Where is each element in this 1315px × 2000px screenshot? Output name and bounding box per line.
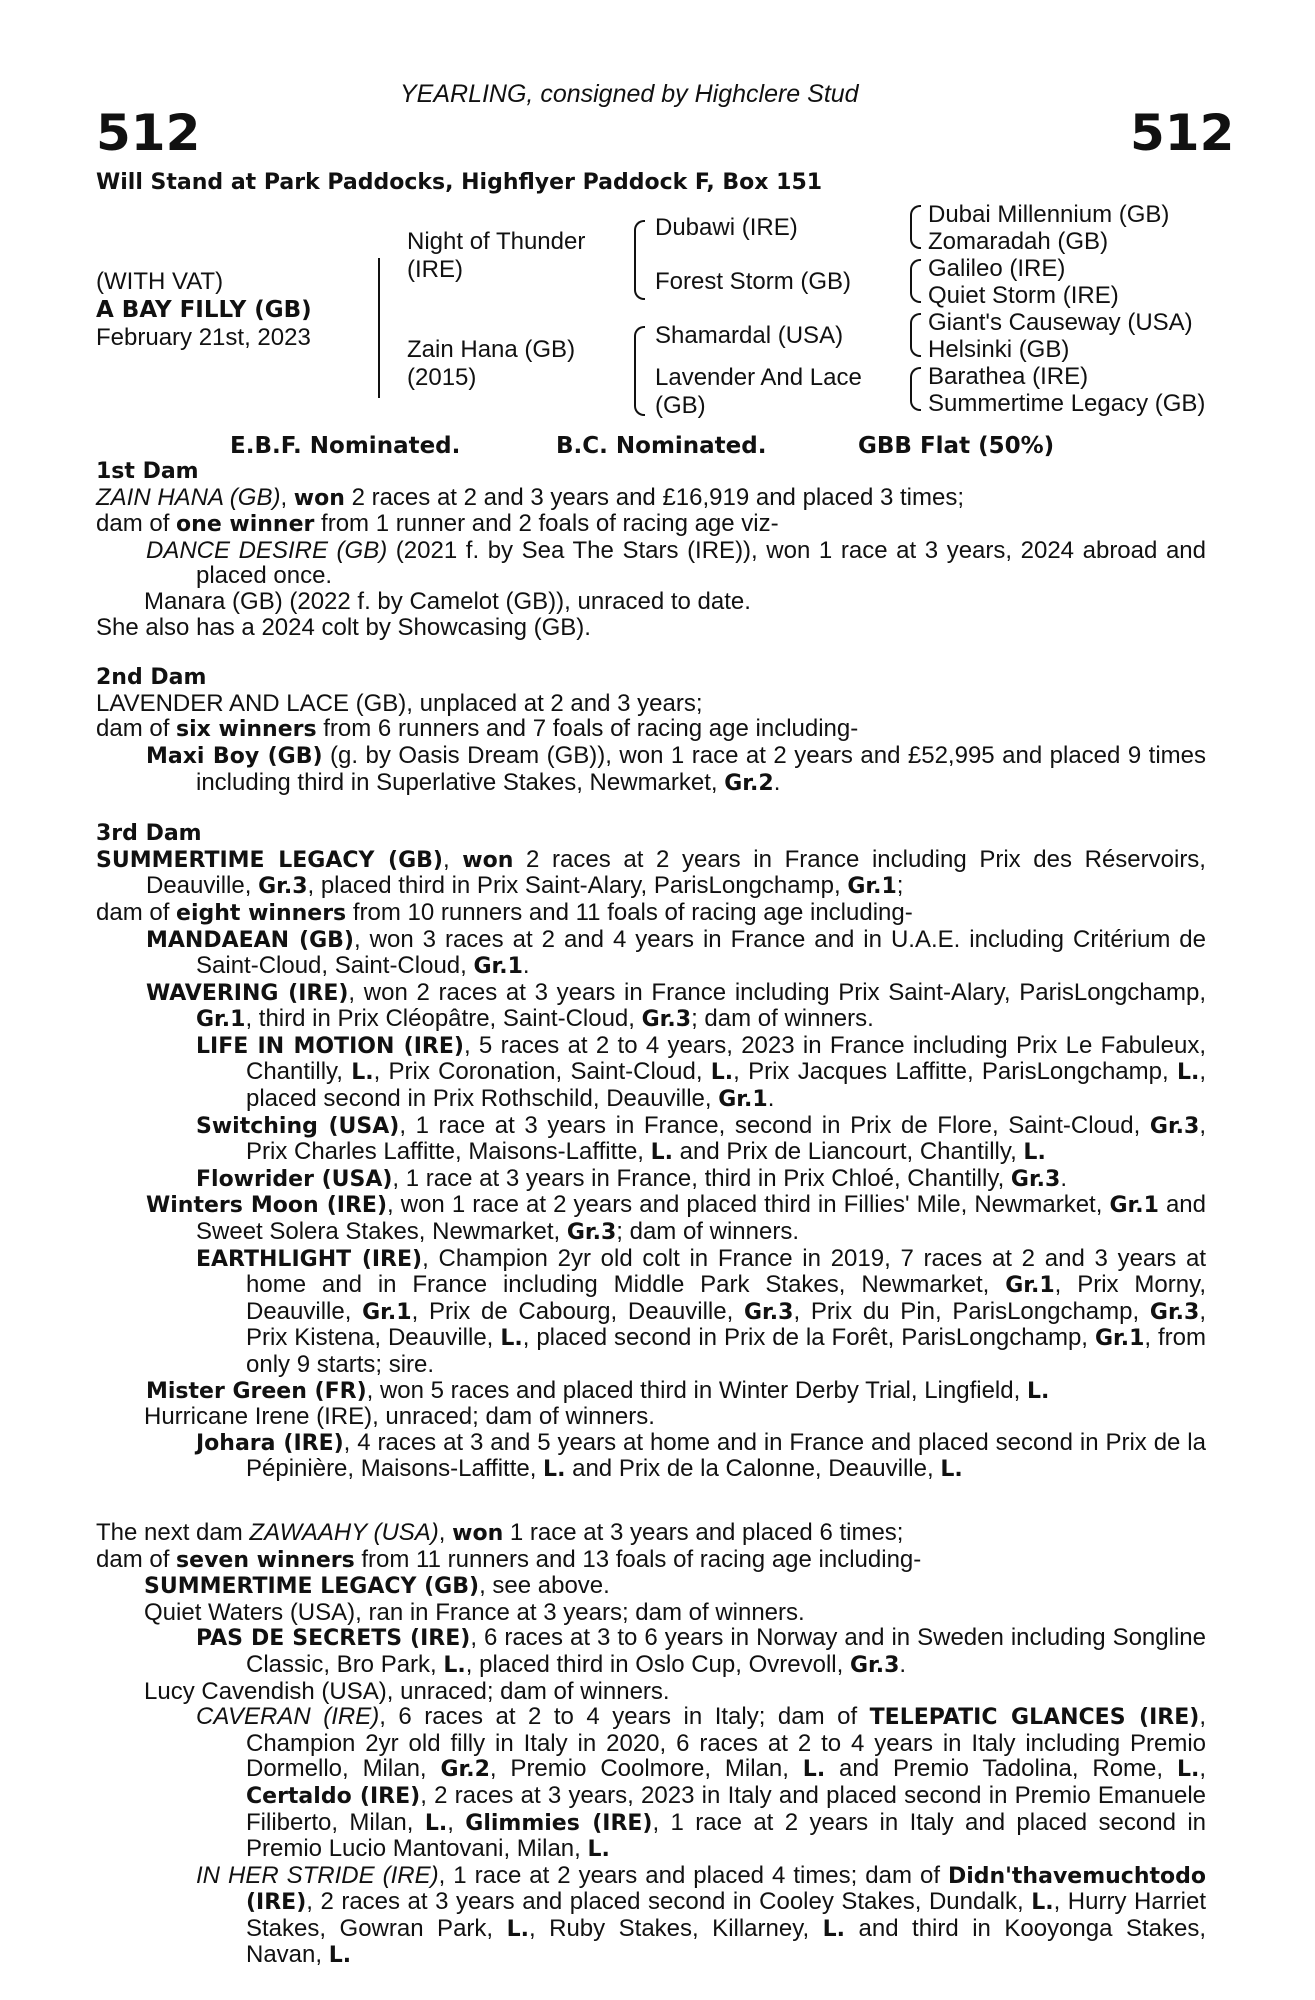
pedigree-dam-dam: Lavender And Lace xyxy=(655,364,862,391)
next-dam-record: The next dam ZAWAAHY (USA), won 1 race at 3 years and placed 6 times; xyxy=(96,1518,904,1546)
pedigree-ggs-5: Giant's Causeway (USA) xyxy=(928,309,1193,336)
pedigree-ggs-6: Helsinki (GB) xyxy=(928,336,1070,363)
pedigree-brace xyxy=(634,220,645,300)
produce-winters-moon: Winters Moon (IRE), won 1 race at 2 years and placed third in Fillies' Mile, Newmarket, Gr.1 and Sweet Solera Stakes, Newmarket, Gr.3; dam of winners. xyxy=(146,1191,1206,1246)
pedigree-ggs-8: Summertime Legacy (GB) xyxy=(928,390,1206,417)
produce-2024-colt: She also has a 2024 colt by Showcasing (GB). xyxy=(96,613,591,641)
foaling-date: February 21st, 2023 xyxy=(96,324,311,351)
produce-lucy-cavendish: Lucy Cavendish (USA), unraced; dam of winners. xyxy=(144,1677,670,1705)
pedigree-ggs-1: Dubai Millennium (GB) xyxy=(928,201,1170,228)
pedigree-brace xyxy=(910,205,921,249)
horse-name: A BAY FILLY (GB) xyxy=(96,297,312,323)
pedigree-dam-sire: Shamardal (USA) xyxy=(655,322,844,349)
second-dam-record: LAVENDER AND LACE (GB), unplaced at 2 and 3 years; xyxy=(96,689,703,717)
gbb-status: GBB Flat (50%) xyxy=(858,433,1055,459)
produce-summertime-legacy: SUMMERTIME LEGACY (GB), see above. xyxy=(144,1572,610,1600)
pedigree-dam: Zain Hana (GB) xyxy=(407,336,576,363)
produce-pas-de-secrets: PAS DE SECRETS (IRE), 6 races at 3 to 6 years in Norway and in Sweden including Songline Classic, Bro Park, L., placed third in Oslo Cup, Ovrevoll, Gr.3. xyxy=(196,1624,1206,1678)
section-heading-1st-dam: 1st Dam xyxy=(96,459,199,484)
pedigree-sire: Night of Thunder xyxy=(407,228,586,255)
bc-nomination: B.C. Nominated. xyxy=(556,433,767,459)
catalogue-subtitle: YEARLING, consigned by Highclere Stud xyxy=(400,80,859,108)
vat-note: (WITH VAT) xyxy=(96,268,224,295)
lot-number-left: 512 xyxy=(96,104,201,162)
pedigree-brace xyxy=(910,367,921,411)
pedigree-sire-country: (IRE) xyxy=(407,256,463,283)
produce-manara: Manara (GB) (2022 f. by Camelot (GB)), unraced to date. xyxy=(144,587,751,615)
produce-dance-desire: DANCE DESIRE (GB) (2021 f. by Sea The Stars (IRE)), won 1 race at 3 years, 2024 abroad and placed once. xyxy=(146,536,1206,590)
produce-in-her-stride: IN HER STRIDE (IRE), 1 race at 2 years and placed 4 times; dam of Didn'thavemuchtodo (IRE), 2 races at 3 years and placed second in Cooley Stakes, Dundalk, L., Hurry Harriet Stakes, Gowran Park, L., Ruby Stakes, Killarney, L. and third in Kooyonga Stakes, Navan, L. xyxy=(196,1861,1207,1969)
pedigree-sire-dam: Forest Storm (GB) xyxy=(655,268,852,295)
produce-johara: Johara (IRE), 4 races at 3 and 5 years at home and in France and placed second in Prix de la Pépinière, Maisons-Laffitte, L. and Prix de la Calonne, Deauville, L. xyxy=(196,1428,1206,1483)
pedigree-brace xyxy=(910,313,921,357)
pedigree-ggs-3: Galileo (IRE) xyxy=(928,255,1066,282)
third-dam-record: SUMMERTIME LEGACY (GB), won 2 races at 2 years in France including Prix des Réservoirs, Deauville, Gr.3, placed third in Prix Saint-Alary, ParisLongchamp, Gr.1; xyxy=(96,845,1206,900)
pedigree-brace xyxy=(634,326,645,416)
pedigree-dam-year: (2015) xyxy=(407,364,477,391)
pedigree-ggs-7: Barathea (IRE) xyxy=(928,363,1089,390)
first-dam-produce-summary: dam of one winner from 1 runner and 2 foals of racing age viz- xyxy=(96,510,779,538)
produce-flowrider: Flowrider (USA), 1 race at 3 years in France, third in Prix Chloé, Chantilly, Gr.3. xyxy=(196,1164,1068,1192)
catalogue-body xyxy=(96,459,1206,1969)
produce-switching: Switching (USA), 1 race at 3 years in France, second in Prix de Flore, Saint-Cloud, Gr.3, Prix Charles Laffitte, Maisons-Laffitte, L. and Prix de Liancourt, Chantilly, L. xyxy=(196,1111,1206,1166)
third-dam-produce-summary: dam of eight winners from 10 runners and 11 foals of racing age including- xyxy=(96,898,913,926)
produce-earthlight: EARTHLIGHT (IRE), Champion 2yr old colt in France in 2019, 7 races at 2 and 3 years at home and in France including Middle Park Stakes, Newmarket, Gr.1, Prix Morny, Deauville, Gr.1, Prix de Cabourg, Deauville, Gr.3, Prix du Pin, ParisLongchamp, Gr.3, Prix Kistena, Deauville, L., placed second in Prix de la Forêt, ParisLongchamp, Gr.1, from only 9 starts; sire. xyxy=(196,1244,1207,1378)
next-dam-produce-summary: dam of seven winners from 11 runners and 13 foals of racing age including- xyxy=(96,1545,922,1573)
produce-caveran: CAVERAN (IRE), 6 races at 2 to 4 years in Italy; dam of TELEPATIC GLANCES (IRE), Champion 2yr old filly in Italy in 2020, 6 races at 2 to 4 years in Italy including Premio Dormello, Milan, Gr.2, Premio Coolmore, Milan, L. and Premio Tadolina, Rome, L., Certaldo (IRE), 2 races at 3 years, 2023 in Italy and placed second in Premio Emanuele Filiberto, Milan, L., Glimmies (IRE), 1 race at 2 years in Italy and placed second in Premio Lucio Mantovani, Milan, L. xyxy=(196,1703,1206,1863)
section-heading-3rd-dam: 3rd Dam xyxy=(96,821,202,847)
pedigree-brace xyxy=(910,259,921,303)
produce-maxi-boy: Maxi Boy (GB) (g. by Oasis Dream (GB)), won 1 race at 2 years and £52,995 and placed 9 times including third in Superlative Stakes, Newmarket, Gr.2. xyxy=(146,741,1206,796)
section-heading-2nd-dam: 2nd Dam xyxy=(96,665,207,691)
produce-mandaean: MANDAEAN (GB), won 3 races at 2 and 4 years in France and in U.A.E. including Critérium de Saint-Cloud, Saint-Cloud, Gr.1. xyxy=(146,925,1207,980)
produce-wavering: WAVERING (IRE), won 2 races at 3 years in France including Prix Saint-Alary, ParisLongchamp, Gr.1, third in Prix Cléopâtre, Saint-Cloud, Gr.3; dam of winners. xyxy=(146,978,1206,1033)
produce-quiet-waters: Quiet Waters (USA), ran in France at 3 years; dam of winners. xyxy=(144,1598,805,1626)
pedigree-sire-sire: Dubawi (IRE) xyxy=(655,214,798,241)
produce-life-in-motion: LIFE IN MOTION (IRE), 5 races at 2 to 4 years, 2023 in France including Prix Le Fabuleux, Chantilly, L., Prix Coronation, Saint-Cloud, L., Prix Jacques Laffitte, ParisLongchamp, L., placed second in Prix Rothschild, Deauville, Gr.1. xyxy=(196,1031,1206,1113)
second-dam-produce-summary: dam of six winners from 6 runners and 7 foals of racing age including- xyxy=(96,715,859,743)
first-dam-record: ZAIN HANA (GB), won 2 races at 2 and 3 years and £16,919 and placed 3 times; xyxy=(96,483,964,511)
ebf-nomination: E.B.F. Nominated. xyxy=(230,433,461,459)
produce-hurricane-irene: Hurricane Irene (IRE), unraced; dam of winners. xyxy=(144,1403,655,1431)
pedigree-brace xyxy=(378,258,380,398)
pedigree-dam-dam-country: (GB) xyxy=(655,392,706,419)
pedigree-ggs-2: Zomaradah (GB) xyxy=(928,228,1109,255)
stand-location: Will Stand at Park Paddocks, Highflyer Paddock F, Box 151 xyxy=(96,170,823,195)
produce-mister-green: Mister Green (FR), won 5 races and placed third in Winter Derby Trial, Lingfield, L. xyxy=(146,1376,1050,1404)
lot-number-right: 512 xyxy=(1130,104,1235,162)
pedigree-ggs-4: Quiet Storm (IRE) xyxy=(928,282,1119,309)
